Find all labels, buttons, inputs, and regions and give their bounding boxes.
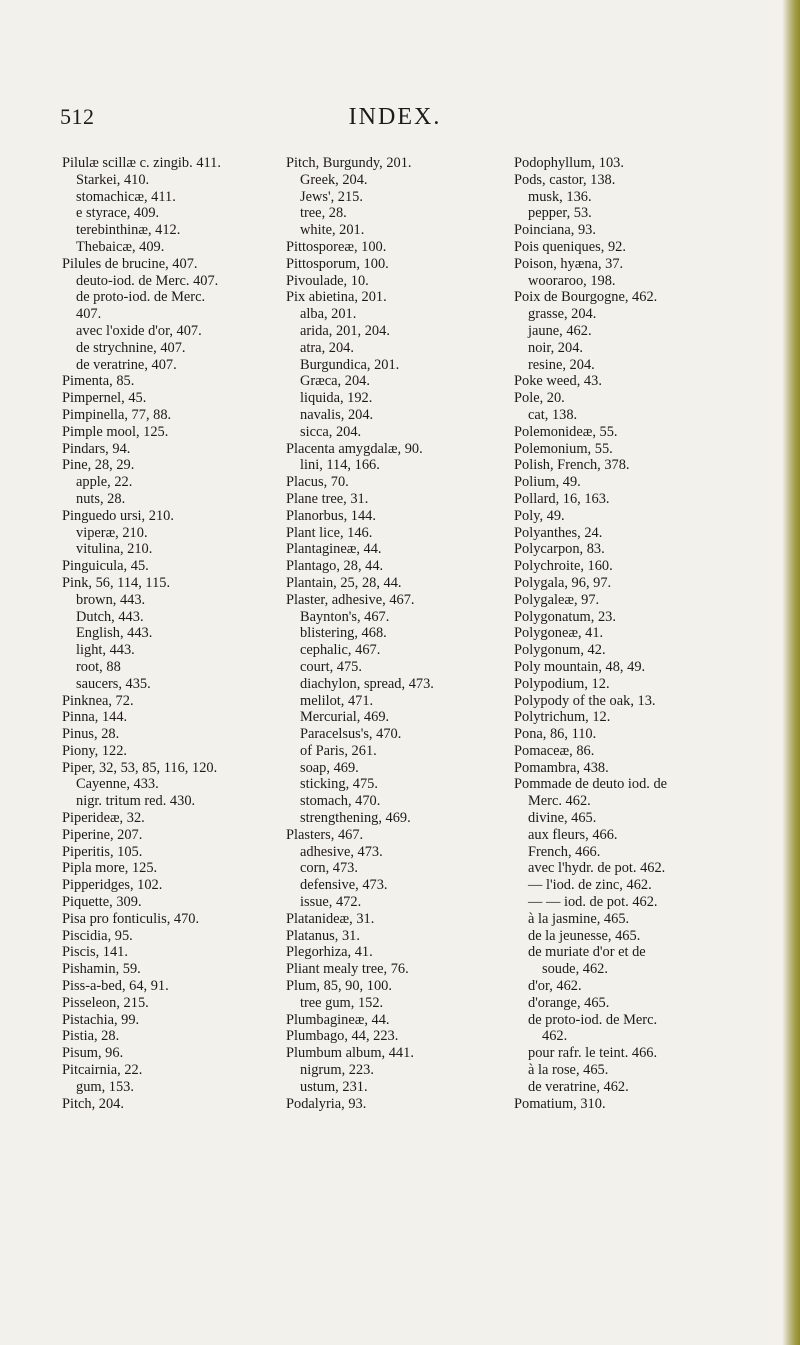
index-entry: Pilulæ scillæ c. zingib. 411. (62, 155, 221, 171)
index-entry: Plasters, 467. (286, 826, 364, 843)
index-entry: Pittosporum, 100. (286, 255, 389, 272)
index-subentry: aux fleurs, 466. (528, 826, 618, 843)
page-number: 512 (60, 104, 95, 129)
index-subentry: à la rose, 465. (528, 1062, 609, 1079)
index-subentry: court, 475. (300, 658, 362, 675)
index-subentry: tree gum, 152. (300, 994, 384, 1011)
index-subentry: corn, 473. (300, 860, 358, 877)
index-subentry: adhesive, 473. (300, 843, 383, 860)
index-subentry: Baynton's, 467. (300, 608, 390, 625)
index-subentry: Cayenne, 433. (76, 776, 159, 793)
index-entry: Pisseleon, 215. (62, 994, 149, 1011)
index-subentry: atra, 204. (300, 339, 354, 356)
index-subentry: deuto-iod. de Merc. 407. (76, 272, 219, 289)
index-entry: Pinguedo ursi, 210. (62, 507, 174, 524)
index-entry: Pollard, 16, 163. (514, 490, 610, 507)
index-subentry: 462. (542, 1028, 568, 1045)
index-column-1 (62, 155, 282, 1112)
index-entry: Pittosporeæ, 100. (286, 238, 387, 255)
index-subentry: avec l'oxide d'or, 407. (76, 322, 202, 339)
index-subentry: French, 466. (528, 843, 601, 860)
index-entry: Placenta amygdalæ, 90. (286, 440, 423, 457)
index-subentry: defensive, 473. (300, 877, 388, 894)
index-subentry: root, 88 (76, 658, 121, 675)
index-entry: Piss-a-bed, 64, 91. (62, 978, 169, 995)
index-entry: Polytrichum, 12. (514, 709, 611, 726)
index-entry: Plantago, 28, 44. (286, 558, 384, 575)
index-subentry: Thebaicæ, 409. (76, 238, 165, 255)
index-subentry: liquida, 192. (300, 390, 373, 407)
index-entry: Pinus, 28. (62, 726, 120, 743)
index-entry: Plantagineæ, 44. (286, 541, 382, 558)
index-entry: Piperine, 207. (62, 826, 143, 843)
index-entry: Pinguicula, 45. (62, 558, 149, 575)
index-entry: Piscis, 141. (62, 944, 128, 961)
index-subentry: sticking, 475. (300, 776, 378, 793)
index-entry: Plant lice, 146. (286, 524, 373, 541)
index-entry: Pitcairnia, 22. (62, 1062, 143, 1079)
index-subentry: de muriate d'or et de (528, 944, 646, 961)
index-entry: Polemonideæ, 55. (514, 423, 618, 440)
index-subentry: nuts, 28. (76, 490, 126, 507)
index-entry: Podophyllum, 103. (514, 155, 624, 171)
index-entry: Plantain, 25, 28, 44. (286, 574, 402, 591)
index-entry: Piscidia, 95. (62, 927, 133, 944)
index-subentry: de la jeunesse, 465. (528, 927, 641, 944)
index-entry: Planorbus, 144. (286, 507, 376, 524)
index-subentry: d'or, 462. (528, 978, 582, 995)
index-entry: Pipla more, 125. (62, 860, 158, 877)
index-entry: Piperitis, 105. (62, 843, 143, 860)
index-subentry: stomach, 470. (300, 793, 381, 810)
index-entry: Polium, 49. (514, 474, 581, 491)
index-entry: Pole, 20. (514, 390, 565, 407)
index-entry: Polygaleæ, 97. (514, 591, 600, 608)
index-entry: Pipperidges, 102. (62, 877, 163, 894)
index-subentry: terebinthinæ, 412. (76, 222, 181, 239)
index-column-3 (514, 155, 744, 1112)
index-entry: Polemonium, 55. (514, 440, 613, 457)
index-subentry: resine, 204. (528, 356, 595, 373)
index-entry: Polyanthes, 24. (514, 524, 603, 541)
index-subentry: e styrace, 409. (76, 205, 160, 222)
index-entry: Polygonatum, 23. (514, 608, 616, 625)
index-entry: Pine, 28, 29. (62, 457, 135, 474)
index-subentry: gum, 153. (76, 1078, 134, 1095)
index-subentry: 407. (76, 306, 102, 323)
index-subentry: vitulina, 210. (76, 541, 153, 558)
index-subentry: Greek, 204. (300, 171, 368, 188)
index-subentry: divine, 465. (528, 810, 597, 827)
index-entry: Pix abietina, 201. (286, 289, 387, 306)
index-subentry: cephalic, 467. (300, 642, 381, 659)
index-entry: Poly, 49. (514, 507, 565, 524)
index-entry: Platanus, 31. (286, 927, 360, 944)
index-subentry: de proto-iod. de Merc. (76, 289, 206, 306)
index-subentry: noir, 204. (528, 339, 583, 356)
index-subentry: Paracelsus's, 470. (300, 726, 402, 743)
index-entry: Pisum, 96. (62, 1045, 124, 1062)
index-entry: Platanideæ, 31. (286, 910, 375, 927)
index-subentry: brown, 443. (76, 591, 146, 608)
index-subentry: ustum, 231. (300, 1078, 368, 1095)
index-entry: Pistia, 28. (62, 1028, 120, 1045)
index-entry: Piquette, 309. (62, 894, 142, 911)
index-entry: Piper, 32, 53, 85, 116, 120. (62, 759, 218, 776)
index-subentry: Jews', 215. (300, 188, 363, 205)
index-entry: Plegorhiza, 41. (286, 944, 373, 961)
index-subentry: Starkei, 410. (76, 171, 150, 188)
index-subentry: musk, 136. (528, 188, 592, 205)
index-entry: Plane tree, 31. (286, 490, 369, 507)
index-entry: Placus, 70. (286, 474, 349, 491)
index-entry: Plumbum album, 441. (286, 1045, 414, 1062)
index-entry: Pitch, 204. (62, 1095, 124, 1112)
index-subentry: jaune, 462. (528, 322, 592, 339)
index-entry: Pomambra, 438. (514, 759, 609, 776)
index-entry: Pomaceæ, 86. (514, 742, 595, 759)
index-entry: Pois queniques, 92. (514, 238, 626, 255)
index-subentry: issue, 472. (300, 894, 362, 911)
index-entry: Pimple mool, 125. (62, 423, 169, 440)
index-entry: Pindars, 94. (62, 440, 131, 457)
index-entry: Poke weed, 43. (514, 373, 602, 390)
index-subentry: soude, 462. (542, 961, 608, 978)
index-entry: Plaster, adhesive, 467. (286, 591, 415, 608)
index-entry: Pisa pro fonticulis, 470. (62, 910, 200, 927)
index-entry: Polygala, 96, 97. (514, 574, 612, 591)
index-subentry: wooraroo, 198. (528, 272, 616, 289)
index-entry: Piperideæ, 32. (62, 810, 145, 827)
index-subentry: diachylon, spread, 473. (300, 675, 434, 692)
index-entry: Pivoulade, 10. (286, 272, 369, 289)
index-subentry: soap, 469. (300, 759, 359, 776)
index-subentry: apple, 22. (76, 474, 133, 491)
index-subentry: strengthening, 469. (300, 810, 411, 827)
page-header (0, 104, 790, 144)
index-subentry: saucers, 435. (76, 675, 151, 692)
index-entry: Polypodium, 12. (514, 675, 610, 692)
index-subentry: navalis, 204. (300, 406, 374, 423)
index-entry: Pitch, Burgundy, 201. (286, 155, 412, 171)
index-subentry: — — iod. de pot. 462. (528, 894, 658, 911)
index-column-2 (286, 155, 516, 1112)
index-entry: Poly mountain, 48, 49. (514, 658, 646, 675)
index-subentry: nigr. tritum red. 430. (76, 793, 196, 810)
index-subentry: melilot, 471. (300, 692, 374, 709)
index-entry: Polychroite, 160. (514, 558, 613, 575)
index-entry: Pomatium, 310. (514, 1095, 606, 1112)
index-entry: Plum, 85, 90, 100. (286, 978, 392, 995)
index-subentry: sicca, 204. (300, 423, 362, 440)
index-subentry: grasse, 204. (528, 306, 597, 323)
index-subentry: Mercurial, 469. (300, 709, 390, 726)
index-columns (0, 155, 790, 1215)
index-entry: Pona, 86, 110. (514, 726, 597, 743)
index-subentry: English, 443. (76, 625, 153, 642)
index-subentry: light, 443. (76, 642, 135, 659)
index-entry: Pink, 56, 114, 115. (62, 574, 171, 591)
index-subentry: cat, 138. (528, 406, 578, 423)
index-subentry: de veratrine, 407. (76, 356, 177, 373)
index-entry: Pimpinella, 77, 88. (62, 406, 172, 423)
index-entry: Plumbago, 44, 223. (286, 1028, 399, 1045)
running-title: INDEX. (348, 104, 442, 130)
index-subentry: — l'iod. de zinc, 462. (528, 877, 652, 894)
index-entry: Polypody of the oak, 13. (514, 692, 656, 709)
index-subentry: d'orange, 465. (528, 994, 610, 1011)
index-subentry: alba, 201. (300, 306, 357, 323)
index-entry: Plumbagineæ, 44. (286, 1011, 390, 1028)
index-entry: Polycarpon, 83. (514, 541, 605, 558)
index-entry: Poix de Bourgogne, 462. (514, 289, 658, 306)
index-entry: Pinna, 144. (62, 709, 128, 726)
index-subentry: de strychnine, 407. (76, 339, 186, 356)
index-subentry: Græca, 204. (300, 373, 370, 390)
index-subentry: white, 201. (300, 222, 365, 239)
index-subentry: viperæ, 210. (76, 524, 148, 541)
index-subentry: pepper, 53. (528, 205, 592, 222)
index-entry: Poinciana, 93. (514, 222, 596, 239)
index-entry: Pishamin, 59. (62, 961, 141, 978)
index-subentry: arida, 201, 204. (300, 322, 390, 339)
index-entry: Polygoneæ, 41. (514, 625, 604, 642)
index-entry: Pliant mealy tree, 76. (286, 961, 409, 978)
index-entry: Polish, French, 378. (514, 457, 630, 474)
index-subentry: Burgundica, 201. (300, 356, 400, 373)
index-subentry: de proto-iod. de Merc. (528, 1011, 658, 1028)
index-subentry: de veratrine, 462. (528, 1078, 629, 1095)
index-subentry: lini, 114, 166. (300, 457, 380, 474)
index-entry: Polygonum, 42. (514, 642, 606, 659)
index-entry: Piony, 122. (62, 742, 128, 759)
index-subentry: avec l'hydr. de pot. 462. (528, 860, 666, 877)
index-entry: Pods, castor, 138. (514, 171, 616, 188)
index-subentry: à la jasmine, 465. (528, 910, 630, 927)
index-subentry: Merc. 462. (528, 793, 591, 810)
index-entry: Pimpernel, 45. (62, 390, 147, 407)
index-entry: Pilules de brucine, 407. (62, 255, 198, 272)
index-subentry: Dutch, 443. (76, 608, 144, 625)
index-entry: Poison, hyæna, 37. (514, 255, 624, 272)
index-entry: Podalyria, 93. (286, 1095, 367, 1112)
index-entry: Pommade de deuto iod. de (514, 776, 668, 793)
index-subentry: pour rafr. le teint. 466. (528, 1045, 658, 1062)
index-subentry: nigrum, 223. (300, 1062, 374, 1079)
index-subentry: tree, 28. (300, 205, 347, 222)
index-subentry: of Paris, 261. (300, 742, 377, 759)
index-subentry: blistering, 468. (300, 625, 387, 642)
index-entry: Pistachia, 99. (62, 1011, 140, 1028)
index-entry: Pimenta, 85. (62, 373, 135, 390)
index-entry: Pinknea, 72. (62, 692, 134, 709)
index-subentry: stomachicæ, 411. (76, 188, 176, 205)
